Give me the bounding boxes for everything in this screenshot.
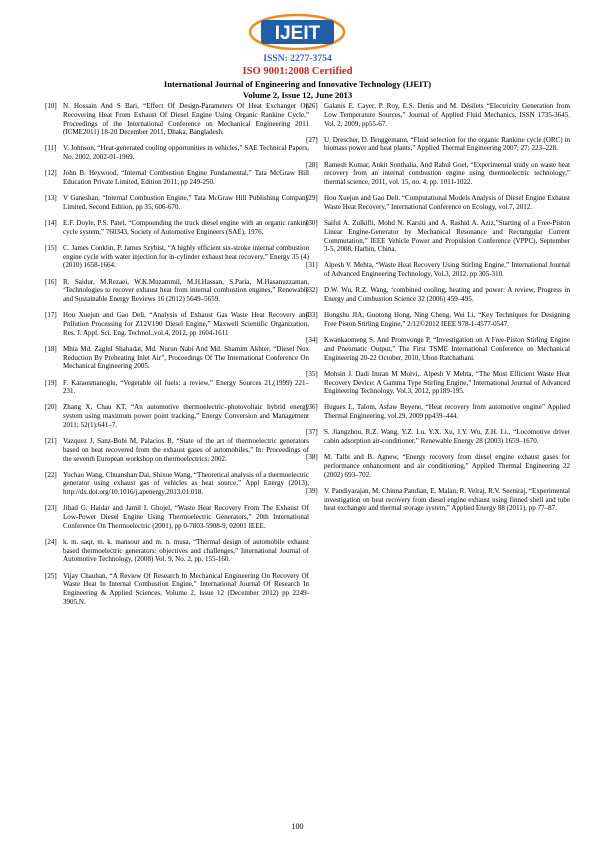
reference-entry xyxy=(306,261,570,279)
reference-number: [13] xyxy=(45,194,57,203)
reference-text: Saiful A. Zulkifli, Mohd N. Karsiti and A. Rashid A. Aziz,”Starting of a Free-Piston Linear Engine-Generator by Mechanical Resonance and Rectangular Current Commutation,” IEEE Vehicle Power and Propulsion Conference (VPPC), September 3-5, 2008, Harbin, China. xyxy=(324,219,570,254)
reference-entry xyxy=(306,311,570,329)
reference-number: [32] xyxy=(306,286,318,295)
reference-text: Galanis E. Cayer, P. Roy, E.S. Denis and M. Désilets “Electricity Generation from Low Temperature Sources,” Journal of Applied Fluid Mechanics, ISSN 1735-3645. Vol. 2, 2009, pp55-67. xyxy=(324,102,570,128)
reference-entry xyxy=(306,136,570,154)
reference-entry xyxy=(306,219,570,254)
reference-text: John B. Heywood, “Internal Combustion Engine Fundamental,” Tata McGraw Hill Education Private Limited, Edition 2011, pp 249-250. xyxy=(63,169,309,187)
reference-entry xyxy=(45,144,309,162)
reference-text: U. Drescher, D. Bruggemann, “Fluid selection for the organic Rankine cycle (ORC) in biomass power and heat plants,” Applied Thermal Engineering 2007; 27: 223–228. xyxy=(324,135,570,153)
reference-text: Zhang X, Chau KT, “An automotive thermoelectric–photovoltaic hybrid energy system using maximum power point tracking,” Energy Conversion and Management 2011; 52(1):641–7. xyxy=(63,403,309,429)
reference-entry xyxy=(45,244,309,270)
reference-entry xyxy=(306,286,570,304)
reference-number: [28] xyxy=(306,160,318,169)
reference-number: [24] xyxy=(45,537,57,546)
reference-text: C. James Conklin, P. James Szybist, “A highly efficient six-stroke internal combustion engine cycle with water injection for in-cylinder exhaust heat recovery,” Energy 35 (4) (2010) 1658-1664. xyxy=(63,243,309,270)
reference-number: [18] xyxy=(45,344,57,353)
reference-number: [25] xyxy=(45,571,57,580)
reference-entry xyxy=(45,403,309,429)
reference-text: S. Jiangzhou, R.Z. Wang, Y.Z. Lu, Y.X. Xu, J.Y. Wu, Z.H. Li., “Locomotive driver cabin adsorption air-conditioner,” Renewable Energy 28 (2003) 1659–1670. xyxy=(324,428,570,446)
reference-number: [17] xyxy=(45,311,57,320)
reference-number: [27] xyxy=(306,135,318,144)
issn: ISSN: 2277-3754 xyxy=(263,53,332,64)
reference-text: M. Talbi and B. Agnew, “Energy recovery from diesel engine exhaust gases for performance enhancement and air conditioning,” Applied Thermal Engineering 22 (2002) 693–702. xyxy=(324,453,570,479)
references-right-column xyxy=(306,102,570,520)
reference-text: Yuchao Wang, Chuanshan Dai, Shixue Wang, “Theoretical analysis of a thermoelectric generator using exhaust gas of vehicles as heat source,” Appl Energy (2013), http://dx.doi.org/10.1016/j.apenergy.2013.01.018. xyxy=(63,470,309,497)
reference-number: [37] xyxy=(306,428,318,437)
reference-text: Jihad G. Haidar and Jamil I. Ghojel, “Waste Heat Recovery From The Exhaust Of Low-Power Diesel Engine Using Thermoelectric Generators,” 20th International Conference On Thermoelectric (2001), pp 0-7803-5908-9, 02001 IEEE. xyxy=(63,504,309,530)
reference-entry xyxy=(45,311,309,337)
reference-number: [20] xyxy=(45,403,57,412)
reference-number: [33] xyxy=(306,311,318,320)
reference-entry xyxy=(306,194,570,212)
reference-text: Ramesh Kumar, Ankit Sonthalia, And Rahul Goel, “Experimental study on waste heat recovery from an internal combustion engine using thermoelectric technology,” thermal science, 2011, vol. 15, no. 4, pp. 1011-1022. xyxy=(324,160,570,187)
reference-entry xyxy=(45,538,309,564)
reference-text: V. Johnson, “Heat-generated cooling opportunities in vehicles,” SAE Technical Papers, No. 2002, 2002-01-1969. xyxy=(63,144,309,162)
reference-entry xyxy=(306,487,570,513)
ijeit-logo-icon xyxy=(247,12,348,50)
reference-text: Alpesh V. Mehta, “Waste Heat Recovery Using Stirling Engine,” International Journal of Advanced Engineering Technology, Vol.3, 2012. pp 305-310. xyxy=(324,261,570,279)
reference-entry xyxy=(45,194,309,212)
reference-text: D.W. Wu, R.Z. Wang, ‘combined cooling, heating and power: A review, Progress in Energy and Combustion Science 32 (2006) 459–495. xyxy=(324,286,570,304)
reference-number: [14] xyxy=(45,219,57,228)
reference-entry xyxy=(45,437,309,463)
reference-number: [22] xyxy=(45,470,57,479)
reference-number: [31] xyxy=(306,261,318,270)
reference-entry xyxy=(45,504,309,530)
references-left-column xyxy=(45,102,309,614)
reference-number: [38] xyxy=(306,453,318,462)
reference-text: Hou Xuejun and Gao Deli. “Computational Models Analysis of Diesel Engine Exhaust Waste Heat Recovery,” International Conference on Ecology, vol.7, 2012. xyxy=(324,194,570,211)
reference-text: Kwankaomeng S, And Promvonge P, “Investigation on A Free-Piston Stirling Engine and Pneumatic Output,” The First TSME International Conference on Mechanical Engineering 20-22 October, 2010, Ubon Ratchathani. xyxy=(324,336,570,362)
reference-entry xyxy=(306,102,570,128)
reference-number: [30] xyxy=(306,219,318,228)
reference-text: F. Karaosmanoglu, “Vegetable oil fuels: a review,” Energy Sources 21,(1999) 221–231. xyxy=(63,378,309,396)
reference-entry xyxy=(45,572,309,607)
reference-text: k. m. saqr, m. k. mansour and m. n. musa, “Thermal design of automobile exhaust based thermoelectric generators: objectives and challenges,” International Journal of Automotive Technology, (2008) Vol. 9, No. 2, pp. 155-160. xyxy=(63,537,309,564)
reference-number: [21] xyxy=(45,437,57,446)
volume-issue: Volume 2, Issue 12, June 2013 xyxy=(242,90,353,100)
reference-number: [15] xyxy=(45,243,57,252)
reference-number: [11] xyxy=(45,144,57,153)
reference-entry xyxy=(45,471,309,497)
reference-text: R. Saidur, M.Rezaei, W.K.Muzammil, M.H.Hassan, S.Paria, M.Hasanuzzaman, ‘Technologies to recover exhaust heat from internal combustion engines,” Renewable and Sustainable Energy Reviews 16 (2012) 5649–5659. xyxy=(63,277,309,304)
reference-entry xyxy=(306,336,570,362)
reference-text: V. Pandiyarajan, M. Chinna Pandian, E. Malan, R. Velraj, R.V. Seeniraj, “Experimental investigation on heat recovery from diesel engine exhaust using finned shell and tube heat exchanger and thermal storage system,” Applied Energy 88 (2011), pp 77–87. xyxy=(324,486,570,513)
reference-entry xyxy=(306,453,570,479)
reference-entry xyxy=(45,169,309,187)
reference-entry xyxy=(306,370,570,396)
reference-number: [19] xyxy=(45,378,57,387)
reference-text: Hongshu JIA, Guotong Hong, Ning Cheng, Wei Li, “Key Techniques for Designing Free Piston Stirling Engine,” 2/12©2012 IEEE 978-1-4577-0547. xyxy=(324,311,570,328)
reference-number: [12] xyxy=(45,169,57,178)
reference-entry xyxy=(306,428,570,446)
reference-entry xyxy=(45,102,309,137)
reference-number: [35] xyxy=(306,369,318,378)
reference-entry xyxy=(45,345,309,371)
reference-text: Vijay Chauhan, “A Review Of Research In Mechanical Engineering On Recovery Of Waste Heat In Internal Combustion Engine,” International Journal Of Research In Engineering & Applied Sciences, Volume 2, Issue 12 (December 2012) pp 2249-3905.N. xyxy=(63,571,309,606)
logo-text: IJEIT xyxy=(274,23,321,44)
reference-number: [26] xyxy=(306,102,318,110)
reference-entry xyxy=(306,403,570,421)
reference-text: E.F. Doyle, P.S. Patel, “Compounding the truck diesel engine with an organic rankine cycle system,” 760343, Society of Automotive Engineers (SAE), 1976. xyxy=(63,219,309,236)
page-number: 100 xyxy=(291,822,304,831)
reference-number: [16] xyxy=(45,277,57,286)
reference-entry xyxy=(45,219,309,237)
iso-certification: ISO 9001:2008 Certified xyxy=(242,66,353,77)
reference-text: N. Hossain And S Bari, “Effect Of Design-Parameters Of Heat Exchanger On Recovering Heat From Exhaust Of Diesel Engine Using Organic Rankine Cycle,” Proceedings of the International Conference on Mechanical Engineering 2011 (ICME2011) 18-20 December 2011, Dhaka, Bangladesh. xyxy=(63,102,309,137)
reference-number: [39] xyxy=(306,486,318,495)
reference-number: [29] xyxy=(306,194,318,203)
reference-text: Hugues L. Talom, Asfaw Beyene, “Heat recovery from automotive engine” Applied Thermal Engineering, vol.29, 2009 pp439–444. xyxy=(324,403,570,421)
reference-number: [34] xyxy=(306,336,318,345)
reference-number: [10] xyxy=(45,102,57,110)
reference-text: Mhia Md. Zaglul Shahadat, Md. Nurun Nabi And Md. Shamim Akhter, “Diesel Nox Reduction By Preheating Inlet Air”, Proceedings Of The International Conference On Mechanical Engineering 2005. xyxy=(63,344,309,371)
reference-number: [23] xyxy=(45,504,57,513)
reference-text: Hou Xuejun and Gao Deli, “Analysis of Exhaust Gas Waste Heat Recovery and Pollution Processing for Z12V190 Diesel Engine,” Maxwell Scientific Organization, Res. J. Appl. Sci. Eng. Technol.,vol.4, 2012, pp 1604-1611 xyxy=(63,311,309,337)
journal-logo xyxy=(247,12,348,50)
reference-entry xyxy=(306,161,570,187)
reference-number: [36] xyxy=(306,403,318,412)
reference-entry xyxy=(45,379,309,397)
reference-text: Mohsin J. Dadi Imran M Molvi,. Alpesh V Mehta, “The Most Efficient Waste Heat Recovery Device: A Gamma Type Stirling Engine,” International Journal of Advanced Engineering Technology, Vol.3, 2012, pp189-195. xyxy=(324,369,570,396)
reference-entry xyxy=(45,278,309,304)
journal-title: International Journal of Engineering and Innovative Technology (IJEIT) xyxy=(163,79,432,89)
reference-text: Vazquez J, Sanz-Bobi M, Palacios R, “State of the art of thermoelectric generators based on heat recovered from the exhaust gases of automobiles,” In: Proceedings of the seventh European workshop on thermoelectrics; 2002. xyxy=(63,437,309,463)
reference-text: V Ganeshan, “Internal Combustion Engine,” Tata McGraw Hill Publishing Company Limited, Second Edition, pp 35, 606-670. xyxy=(63,194,309,211)
